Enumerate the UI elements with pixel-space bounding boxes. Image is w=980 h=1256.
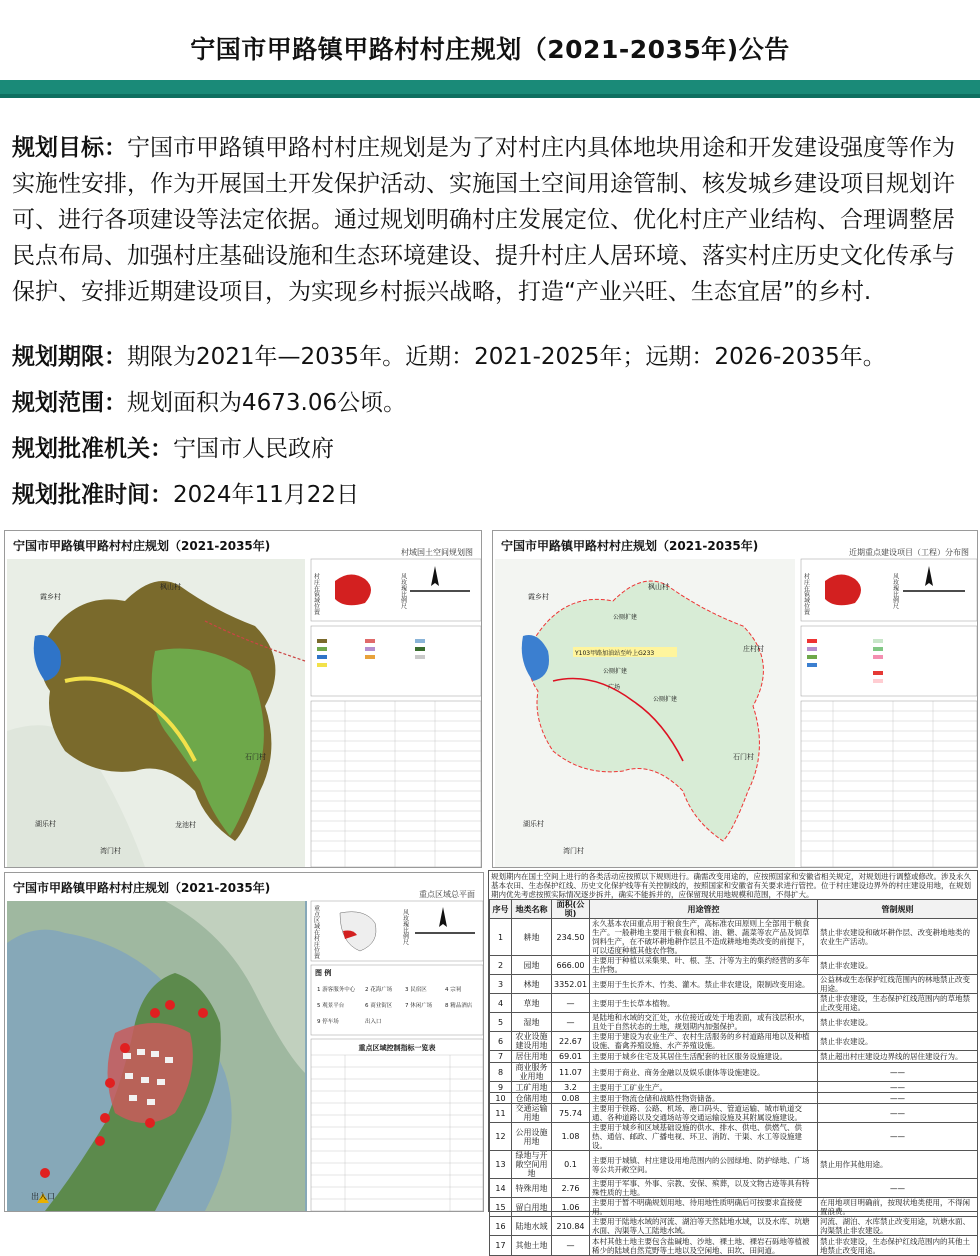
cell-name: 特殊用地: [512, 1179, 552, 1198]
map2-village-5: 湾门村: [563, 847, 584, 855]
key-area-map-panel: [4, 872, 484, 1212]
cell-name: 农业设施建设用地: [512, 1032, 552, 1051]
map3-legend-title: 图 例: [315, 969, 332, 977]
map3-compass-label: 风玫瑰比例尺: [401, 909, 409, 945]
map2-compass-label: 风玫瑰比例尺: [891, 573, 899, 609]
date-line: [12, 478, 359, 512]
cell-rule: 禁止非农建设和破坏耕作层、改变耕地地类的农业生产活动。: [818, 919, 978, 956]
cell-no: 2: [490, 956, 512, 975]
map1-village-4: 龙池村: [175, 821, 196, 829]
land-table: [489, 899, 978, 1256]
date-text: 2024年11月22日: [173, 482, 360, 508]
authority-text: 宁国市人民政府: [173, 436, 334, 462]
map1-village-1: 枫山村: [160, 583, 181, 591]
cell-use: 主要用于铁路、公路、机场、港口码头、管道运输、城市轨道交通、各种道路以及交通场站等交通运输设施及其附属设施建设。: [590, 1104, 818, 1123]
cell-no: 1: [490, 919, 512, 956]
cell-rule: 禁止非农建设。: [818, 956, 978, 975]
cell-rule: 禁止非农建设。: [818, 1013, 978, 1032]
map1-village-2: 石门村: [245, 753, 266, 761]
cell-area: 234.50: [552, 919, 590, 956]
cell-no: 5: [490, 1013, 512, 1032]
cell-rule: 公益林或生态保护红线范围内的林地禁止改变用途。: [818, 975, 978, 994]
map2-village-2: 庄村村: [743, 645, 764, 653]
map2-locator-label: 村庄在镇域位置: [802, 573, 810, 615]
cell-no: 4: [490, 994, 512, 1013]
cell-name: 湿地: [512, 1013, 552, 1032]
cell-use: 主要用于军事、外事、宗教、安保、殡葬，以及文物古迹等具有特殊性质的土地。: [590, 1179, 818, 1198]
cell-area: 11.07: [552, 1063, 590, 1082]
cell-name: 陆地水域: [512, 1217, 552, 1236]
cell-name: 工矿用地: [512, 1082, 552, 1093]
table-row: [490, 1063, 978, 1082]
cell-use: 是陆地和水域的交汇处，水位接近或处于地表面，或有浅层积水，且处于自然状态的土地，规划期内加强保护。: [590, 1013, 818, 1032]
cell-name: 商业服务业用地: [512, 1063, 552, 1082]
cell-name: 居住用地: [512, 1051, 552, 1063]
cell-area: 1.06: [552, 1198, 590, 1217]
map1-graphic: [5, 531, 483, 869]
cell-use: 主要用于陆地水域的河流、湖泊等天然陆地水域，以及水库、坑塘水面、沟渠等人工陆地水域。: [590, 1217, 818, 1236]
map2-label-1: 公厕扩建: [613, 614, 638, 621]
table-row: [490, 1198, 978, 1217]
map1-locator-label: 村庄在镇域位置: [312, 573, 320, 615]
cell-use: 主要用于城镇、村庄建设用地范围内的公园绿地、防护绿地、广场等公共开敞空间。: [590, 1151, 818, 1179]
cell-area: 75.74: [552, 1104, 590, 1123]
cell-area: 22.67: [552, 1032, 590, 1051]
scope-text: 规划面积为4673.06公顷。: [127, 390, 407, 416]
map2-village-3: 石门村: [733, 753, 754, 761]
map3-legend-0: 1 游客服务中心: [317, 987, 356, 993]
cell-area: 0.08: [552, 1093, 590, 1104]
map1-village-5: 湾门村: [100, 847, 121, 855]
cell-rule: 禁止用作其他用途。: [818, 1151, 978, 1179]
cell-use: 本村其他土地主要包含盐碱地、沙地、裸土地、裸岩石砾地等植被稀少的陆域自然荒野等土地以及空闲地、田坎、田间道。: [590, 1236, 818, 1256]
cell-name: 交通运输用地: [512, 1104, 552, 1123]
map2-label-2: 公厕扩建: [603, 668, 628, 675]
map3-legend-2: 3 民宿区: [405, 987, 427, 993]
cell-area: 0.1: [552, 1151, 590, 1179]
map1-subtitle: 村域国土空间规划图: [401, 548, 473, 557]
cell-area: 210.84: [552, 1217, 590, 1236]
project-map-panel: [492, 530, 978, 868]
table-row: [490, 1082, 978, 1093]
map3-legend-7: 8 精品酒店: [445, 1003, 473, 1009]
cell-rule: ——: [818, 1082, 978, 1093]
table-row: [490, 1123, 978, 1151]
cell-area: 3352.01: [552, 975, 590, 994]
cell-area: —: [552, 994, 590, 1013]
map2-title: 宁国市甲路镇甲路村村庄规划（2021-2035年): [501, 539, 759, 553]
map2-label-0: Y103甲路加油站至岭上G233: [575, 650, 655, 657]
cell-name: 草地: [512, 994, 552, 1013]
map3-legend-5: 6 商业街区: [365, 1003, 393, 1009]
cell-no: 11: [490, 1104, 512, 1123]
map2-village-4: 湖乐村: [523, 820, 544, 828]
map3-legend-3: 4 宗祠: [445, 987, 462, 993]
cell-no: 15: [490, 1198, 512, 1217]
cell-name: 园地: [512, 956, 552, 975]
cell-name: 耕地: [512, 919, 552, 956]
map3-locator-label: 重点区域在村庄位置: [312, 905, 320, 959]
table-row: [490, 919, 978, 956]
cell-name: 其他土地: [512, 1236, 552, 1256]
cell-area: —: [552, 1236, 590, 1256]
map3-title: 宁国市甲路镇甲路村村庄规划（2021-2035年): [13, 881, 271, 895]
cell-area: —: [552, 1013, 590, 1032]
map2-subtitle: 近期重点建设项目（工程）分布图: [849, 548, 969, 557]
goal-label: 规划目标：: [12, 135, 127, 161]
map3-legend-6: 7 休闲广场: [405, 1003, 433, 1009]
map1-village-3: 湖乐村: [35, 820, 56, 828]
cell-rule: ——: [818, 1063, 978, 1082]
th-area: 面积(公顷): [552, 900, 590, 919]
table-note: 规划期内在国土空间上进行的各类活动应按照以下规则进行。确需改变用途的，应按照国家和安徽省相关规定，对规划进行调整或修改。涉及永久基本农田、生态保护红线、历史文化保护线等有关控制线的，按照国家和安徽省有关要求进行管控。位于村庄建设边界外的村庄建设用地，在规划期内优先考虑按照实际情况逐步拆并，确实不能拆并的，应保留现状用地规模和范围，不得扩大。: [491, 872, 971, 899]
cell-rule: ——: [818, 1104, 978, 1123]
map3-graphic: [5, 873, 485, 1213]
map1-village-0: 霞乡村: [40, 593, 61, 601]
period-text: 期限为2021年—2035年。近期：2021-2025年；远期：2026-2035年。: [127, 344, 886, 370]
cell-use: 主要用于建设为农业生产、农村生活服务的乡村道路用地以及种植设施、畜禽养殖设施、水产养殖设施。: [590, 1032, 818, 1051]
map3-legend-8: 9 停车场: [317, 1019, 339, 1025]
table-header-row: [490, 900, 978, 919]
cell-area: 2.76: [552, 1179, 590, 1198]
th-name: 地类名称: [512, 900, 552, 919]
cell-area: 69.01: [552, 1051, 590, 1063]
date-label: 规划批准时间：: [12, 482, 173, 508]
cell-name: 绿地与开敞空间用地: [512, 1151, 552, 1179]
table-row: [490, 1051, 978, 1063]
cell-no: 12: [490, 1123, 512, 1151]
cell-no: 7: [490, 1051, 512, 1063]
cell-rule: 禁止非农建设。: [818, 1032, 978, 1051]
map3-subtitle: 重点区域总平面: [419, 890, 475, 899]
cell-no: 17: [490, 1236, 512, 1256]
cell-no: 14: [490, 1179, 512, 1198]
page-title: 宁国市甲路镇甲路村村庄规划（2021-2035年)公告: [190, 35, 790, 64]
map3-table-title: 重点区域控制指标一览表: [358, 1044, 436, 1052]
table-row: [490, 1151, 978, 1179]
scope-label: 规划范围：: [12, 390, 127, 416]
land-use-map-panel: [4, 530, 482, 868]
map1-title: 宁国市甲路镇甲路村村庄规划（2021-2035年): [13, 539, 271, 553]
cell-no: 3: [490, 975, 512, 994]
map2-label-3: 广场: [608, 684, 621, 691]
cell-no: 8: [490, 1063, 512, 1082]
cell-no: 6: [490, 1032, 512, 1051]
table-row: [490, 994, 978, 1013]
cell-use: 永久基本农田重点用于粮食生产，高标准农田原则上全部用于粮食生产。一般耕地主要用于粮食和棉、油、糖、蔬菜等农产品及饲草饲料生产，在不破坏耕地耕作层且不造成耕地地类改变的前提下，可以适度种植其他农作物。: [590, 919, 818, 956]
goal-paragraph: [12, 130, 968, 310]
cell-no: 10: [490, 1093, 512, 1104]
cell-use: 主要用于商业、商务金融以及娱乐康体等设施建设。: [590, 1063, 818, 1082]
table-row: [490, 1104, 978, 1123]
cell-use: 主要用于生长乔木、竹类、灌木。禁止非农建设，限制改变用途。: [590, 975, 818, 994]
table-row: [490, 1013, 978, 1032]
table-row: [490, 1032, 978, 1051]
cell-rule: 禁止非农建设，生态保护红线范围内的其他土地禁止改变用途。: [818, 1236, 978, 1256]
th-no: 序号: [490, 900, 512, 919]
cell-no: 13: [490, 1151, 512, 1179]
cell-no: 9: [490, 1082, 512, 1093]
header-bar: [0, 80, 980, 98]
table-row: [490, 1179, 978, 1198]
period-label: 规划期限：: [12, 344, 127, 370]
period-line: [12, 340, 886, 374]
map3-legend-9: 出入口: [365, 1019, 382, 1025]
cell-use: 主要用于城乡和区域基础设施的供水、排水、供电、供燃气、供热、通信、邮政、广播电视、环卫、消防、干渠、水工等设施建设。: [590, 1123, 818, 1151]
map2-graphic: [493, 531, 979, 869]
map2-village-0: 霞乡村: [528, 593, 549, 601]
authority-label: 规划批准机关：: [12, 436, 173, 462]
th-use: 用途管控: [590, 900, 818, 919]
land-use-control-table: [488, 870, 978, 1255]
cell-rule: ——: [818, 1179, 978, 1198]
map1-compass-label: 风玫瑰比例尺: [399, 573, 407, 609]
authority-line: [12, 432, 334, 466]
cell-no: 16: [490, 1217, 512, 1236]
cell-name: 仓储用地: [512, 1093, 552, 1104]
cell-rule: 在用地项目明确前，按现状地类使用，不得闲置浪费。: [818, 1198, 978, 1217]
map3-legend-4: 5 观景平台: [317, 1003, 345, 1009]
table-row: [490, 1093, 978, 1104]
cell-rule: 河流、湖泊、水库禁止改变用途，坑塘水面、沟渠禁止非农建设。: [818, 1217, 978, 1236]
cell-name: 公用设施用地: [512, 1123, 552, 1151]
map3-legend-1: 2 花海广场: [365, 987, 393, 993]
cell-use: 主要用于暂不明确规划用地、待用地性质明确后可按要求直接使用。: [590, 1198, 818, 1217]
cell-area: 3.2: [552, 1082, 590, 1093]
table-row: [490, 956, 978, 975]
cell-rule: 禁止超出村庄建设边界线的居住建设行为。: [818, 1051, 978, 1063]
table-row: [490, 975, 978, 994]
cell-area: 666.00: [552, 956, 590, 975]
cell-area: 1.08: [552, 1123, 590, 1151]
scope-line: [12, 386, 406, 420]
cell-use: 主要用于工矿业生产。: [590, 1082, 818, 1093]
cell-use: 主要用于生长草本植物。: [590, 994, 818, 1013]
map2-label-4: 公厕扩建: [653, 696, 678, 703]
cell-use: 主要用于物流仓储和战略性物资储备。: [590, 1093, 818, 1104]
table-row: [490, 1217, 978, 1236]
cell-rule: ——: [818, 1123, 978, 1151]
map3-entry-label: 出入口: [31, 1192, 55, 1201]
map2-village-1: 枫山村: [648, 583, 669, 591]
cell-name: 林地: [512, 975, 552, 994]
cell-use: 主要用于种植以采集果、叶、根、茎、汁等为主的集约经营的多年生作物。: [590, 956, 818, 975]
goal-text: 宁国市甲路镇甲路村村庄规划是为了对村庄内具体地块用途和开发建设强度等作为实施性安排，作为开展国土开发保护活动、实施国土空间用途管制、核发城乡建设项目规划许可、进行各项建设等法定依据。通过规划明确村庄发展定位、优化村庄产业结构、合理调整居民点布局、加强村庄基础设施和生态环境建设、提升村庄人居环境、落实村庄历史文化传承与保护、安排近期建设项目，为实现乡村振兴战略，打造“产业兴旺、生态宜居”的乡村.: [12, 135, 955, 305]
cell-rule: ——: [818, 1093, 978, 1104]
cell-rule: 禁止非农建设，生态保护红线范围内的草地禁止改变用途。: [818, 994, 978, 1013]
th-rule: 管制规则: [818, 900, 978, 919]
cell-use: 主要用于城乡住宅及其居住生活配套的社区服务设施建设。: [590, 1051, 818, 1063]
cell-name: 留白用地: [512, 1198, 552, 1217]
table-row: [490, 1236, 978, 1256]
